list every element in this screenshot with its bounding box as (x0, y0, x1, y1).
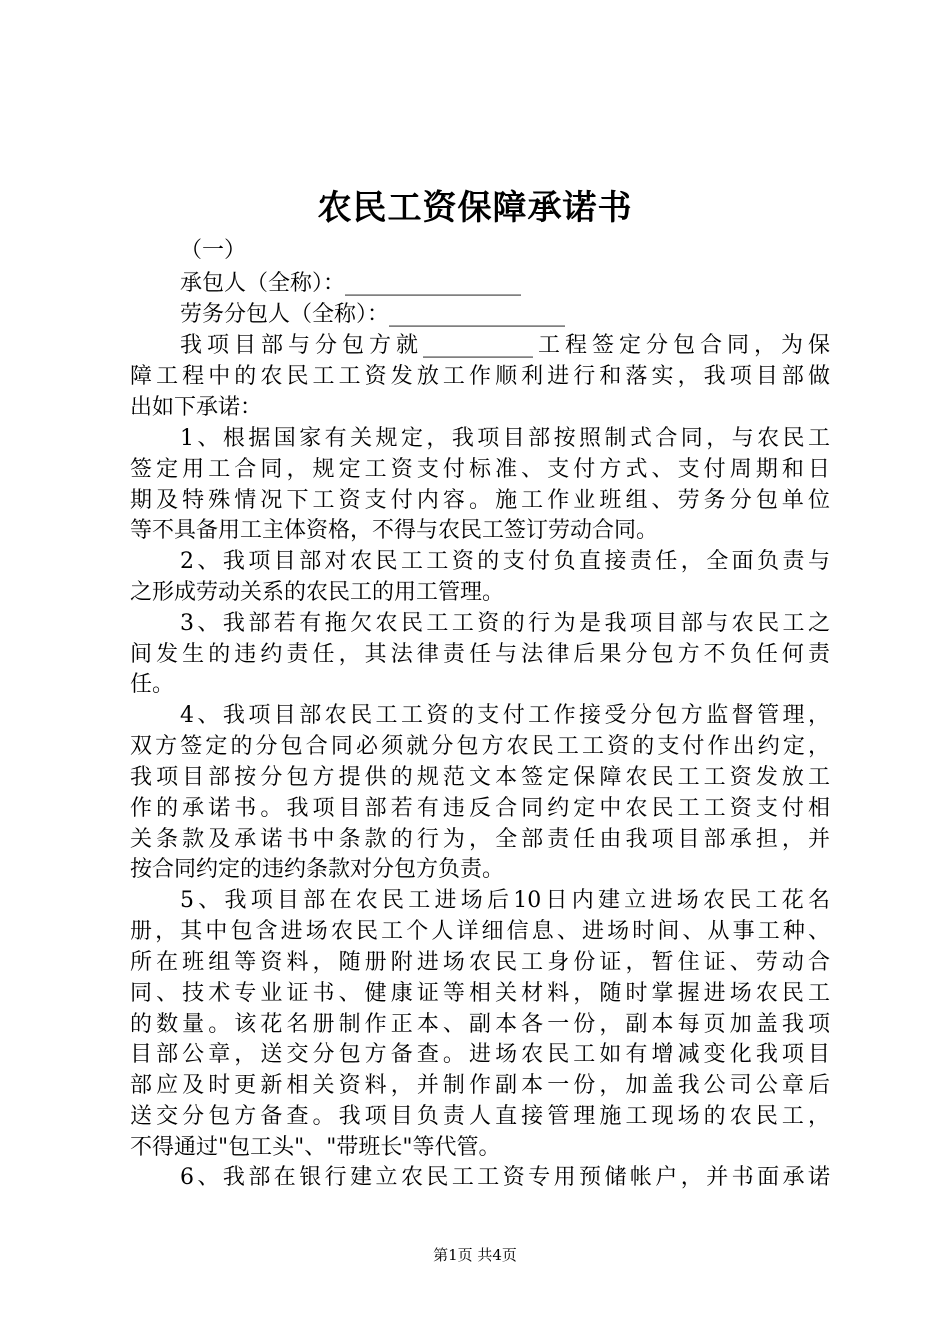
paragraph-line: 目部公章，送交分包方备查。进场农民工如有增减变化我项目 (130, 1042, 830, 1067)
document-title: 农民工资保障承诺书 (317, 188, 633, 228)
paragraph-line: 的数量。该花名册制作正本、副本各一份，副本每页加盖我项 (130, 1012, 830, 1037)
paragraph-line: 1、根据国家有关规定，我项目部按照制式合同，与农民工 (180, 426, 830, 451)
paragraph-line: 双方签定的分包合同必须就分包方农民工工资的支付作出约定， (130, 734, 830, 759)
paragraph-line: 签定用工合同，规定工资支付标准、支付方式、支付周期和日 (130, 457, 830, 482)
paragraph-line: 5、我项目部在农民工进场后10日内建立进场农民工花名 (180, 888, 830, 913)
paragraph-line: 障工程中的农民工工资发放工作顺利进行和落实，我项目部做 (130, 364, 830, 389)
paragraph-line: 出如下承诺： (130, 395, 263, 420)
paragraph-line: 4、我项目部农民工工资的支付工作接受分包方监督管理， (180, 703, 830, 728)
paragraph-line: 3、我部若有拖欠农民工工资的行为是我项目部与农民工之 (180, 611, 830, 636)
paragraph-line: 册，其中包含进场农民工个人详细信息、进场时间、从事工种、 (130, 919, 830, 944)
paragraph-line: 期及特殊情况下工资支付内容。施工作业班组、劳务分包单位 (130, 488, 830, 513)
paragraph-line: 我项目部与分包方就__________工程签定分包合同，为保 (180, 333, 830, 358)
paragraph-line: 关条款及承诺书中条款的行为，全部责任由我项目部承担，并 (130, 827, 830, 852)
labor-subcontractor-field: 劳务分包人（全称）：________________ (180, 302, 566, 327)
paragraph-line: 2、我项目部对农民工工资的支付负直接责任，全面负责与 (180, 549, 830, 574)
paragraph-line: 送交分包方备查。我项目负责人直接管理施工现场的农民工， (130, 1104, 830, 1129)
paragraph-line: 间发生的违约责任，其法律责任与法律后果分包方不负任何责 (130, 642, 830, 667)
paragraph-line: 所在班组等资料，随册附进场农民工身份证，暂住证、劳动合 (130, 950, 830, 975)
paragraph-line: 部应及时更新相关资料，并制作副本一份，加盖我公司公章后 (130, 1073, 830, 1098)
page-number-footer: 第1页 共4页 (433, 1246, 517, 1264)
section-number: （一） (180, 238, 247, 263)
paragraph-line: 任。 (130, 672, 175, 697)
paragraph-line: 同、技术专业证书、健康证等相关材料，随时掌握进场农民工 (130, 981, 830, 1006)
paragraph-line: 之形成劳动关系的农民工的用工管理。 (130, 580, 505, 605)
contractor-field: 承包人（全称）：________________ (180, 271, 522, 296)
paragraph-line: 6、我部在银行建立农民工工资专用预储帐户，并书面承诺 (180, 1165, 830, 1190)
paragraph-line: 等不具备用工主体资格，不得与农民工签订劳动合同。 (130, 518, 659, 543)
paragraph-line: 按合同约定的违约条款对分包方负责。 (130, 857, 505, 882)
paragraph-line: 不得通过"包工头"、"带班长"等代管。 (130, 1135, 501, 1160)
paragraph-line: 我项目部按分包方提供的规范文本签定保障农民工工资发放工 (130, 765, 830, 790)
paragraph-line: 作的承诺书。我项目部若有违反合同约定中农民工工资支付相 (130, 796, 830, 821)
